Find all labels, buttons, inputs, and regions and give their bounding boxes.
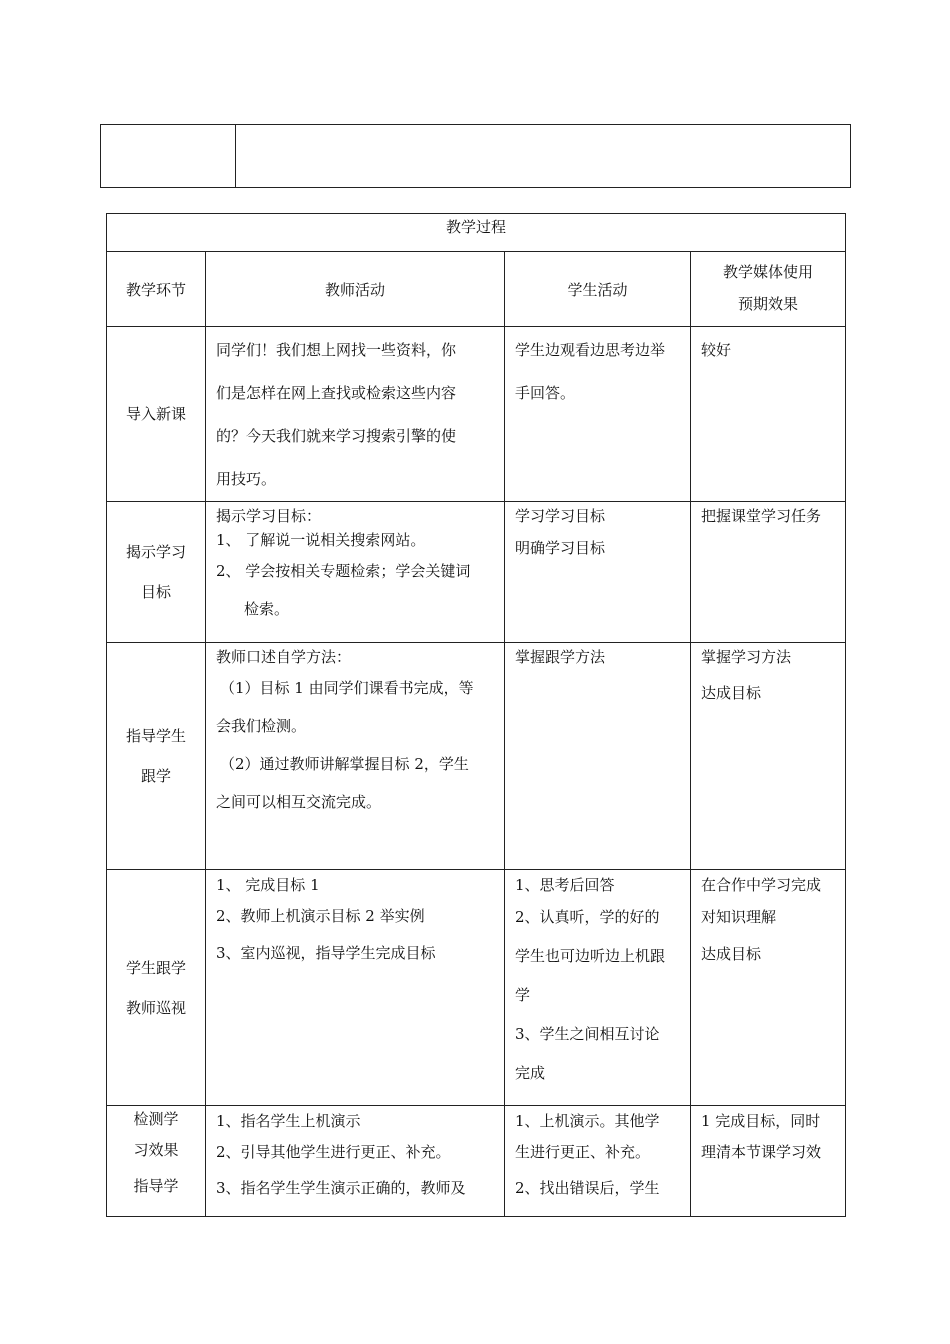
text-line: 在合作中学习完成 [701, 876, 822, 894]
teaching-process-table [106, 213, 846, 1217]
table-row [107, 502, 846, 643]
text-line: 明确学习目标 [515, 539, 606, 557]
text-line: 较好 [701, 341, 732, 359]
media-effect-cell [691, 327, 846, 502]
student-activity-cell [505, 1106, 691, 1217]
text-line: 生进行更正、补充。 [515, 1143, 651, 1161]
text-line: 1、思考后回答 [515, 876, 615, 894]
media-effect-cell [691, 643, 846, 870]
stage-cell [107, 870, 206, 1106]
table-row [107, 643, 846, 870]
stage-cell: 导入新课 [107, 327, 206, 502]
student-activity-cell [505, 643, 691, 870]
teacher-activity-cell [206, 643, 505, 870]
text-line: 检索。 [244, 600, 290, 618]
text-line: 1 完成目标，同时 [701, 1112, 821, 1130]
text-line: 对知识理解 [701, 908, 777, 926]
text-line: 把握课堂学习任务 [701, 507, 822, 525]
text-line: 们是怎样在网上查找或检索这些内容 [216, 384, 457, 402]
teacher-activity-cell [206, 870, 505, 1106]
text-line: 2、找出错误后，学生 [515, 1179, 660, 1197]
text-line: 1、上机演示。其他学 [515, 1112, 660, 1130]
text-line: 1、 了解说一说相关搜索网站。 [216, 531, 426, 549]
table-row [107, 327, 846, 502]
text-line: 2、 学会按相关专题检索；学会关键词 [216, 562, 471, 580]
text-line: 3、室内巡视，指导学生完成目标 [216, 944, 436, 962]
header-media-line2: 预期效果 [738, 295, 799, 313]
header-media-line1: 教学媒体使用 [723, 263, 814, 281]
text-line: 学习学习目标 [515, 507, 606, 525]
header-stage: 教学环节 [107, 252, 206, 327]
teacher-activity-cell [206, 327, 505, 502]
text-line: 达成目标 [701, 945, 762, 963]
stage-cell [107, 643, 206, 870]
media-effect-cell [691, 1106, 846, 1217]
text-line: 教师巡视 [125, 998, 186, 1017]
text-line: 用技巧。 [216, 470, 277, 488]
student-activity-cell [505, 327, 691, 502]
text-line: 1、 完成目标 1 [216, 876, 320, 894]
table-row [107, 870, 846, 1106]
text-line: 指导学 [133, 1177, 179, 1195]
teacher-activity-cell [206, 1106, 505, 1217]
text-line: 目标 [140, 583, 171, 601]
text-line: 揭示学习目标： [216, 507, 322, 525]
text-line: 学生也可边听边上机跟 [515, 947, 666, 965]
text-line: 教师口述自学方法： [216, 648, 352, 666]
text-line: 3、学生之间相互讨论 [515, 1025, 660, 1043]
table-title: 教学过程 [107, 214, 846, 252]
table-header-row [107, 252, 846, 327]
stage-cell [107, 502, 206, 643]
text-line: 完成 [515, 1064, 546, 1082]
table-row [107, 1106, 846, 1217]
header-info-table [100, 124, 851, 188]
header-table-divider [235, 125, 236, 187]
text-line: 手回答。 [515, 384, 576, 402]
text-line: （2）通过教师讲解掌握目标 2，学生 [220, 755, 469, 773]
media-effect-cell [691, 870, 846, 1106]
text-line: 跟学 [140, 767, 171, 785]
text-line: 2、教师上机演示目标 2 举实例 [216, 907, 425, 925]
text-line: 掌握学习方法 [701, 648, 792, 666]
teacher-activity-cell [206, 502, 505, 643]
media-effect-cell [691, 502, 846, 643]
text-line: 1、指名学生上机演示 [216, 1112, 361, 1130]
text-line: 之间可以相互交流完成。 [216, 793, 382, 811]
text-line: 达成目标 [701, 684, 762, 702]
text-line: 习效果 [133, 1141, 179, 1159]
header-teacher: 教师活动 [206, 252, 505, 327]
header-student: 学生活动 [505, 252, 691, 327]
student-activity-cell [505, 502, 691, 643]
text-line: 检测学 [133, 1110, 179, 1128]
text-line: 的？今天我们就来学习搜索引擎的使 [216, 427, 457, 445]
header-media [691, 252, 846, 327]
text-line: 2、引导其他学生进行更正、补充。 [216, 1143, 451, 1161]
text-line: 同学们！我们想上网找一些资料，你 [216, 341, 457, 359]
stage-cell [107, 1106, 206, 1217]
text-line: 学生跟学 [125, 958, 186, 977]
text-line: 揭示学习 [125, 543, 186, 561]
text-line: 掌握跟学方法 [515, 648, 606, 666]
text-line: （1）目标 1 由同学们课看书完成，等 [220, 679, 474, 697]
text-line: 理清本节课学习效 [701, 1143, 822, 1161]
text-line: 指导学生 [125, 727, 186, 745]
text-line: 学 [515, 986, 531, 1004]
student-activity-cell [505, 870, 691, 1106]
text-line: 学生边观看边思考边举 [515, 341, 666, 359]
text-line: 会我们检测。 [216, 717, 307, 735]
text-line: 3、指名学生学生演示正确的，教师及 [216, 1179, 466, 1197]
text-line: 2、认真听，学的好的 [515, 908, 660, 926]
